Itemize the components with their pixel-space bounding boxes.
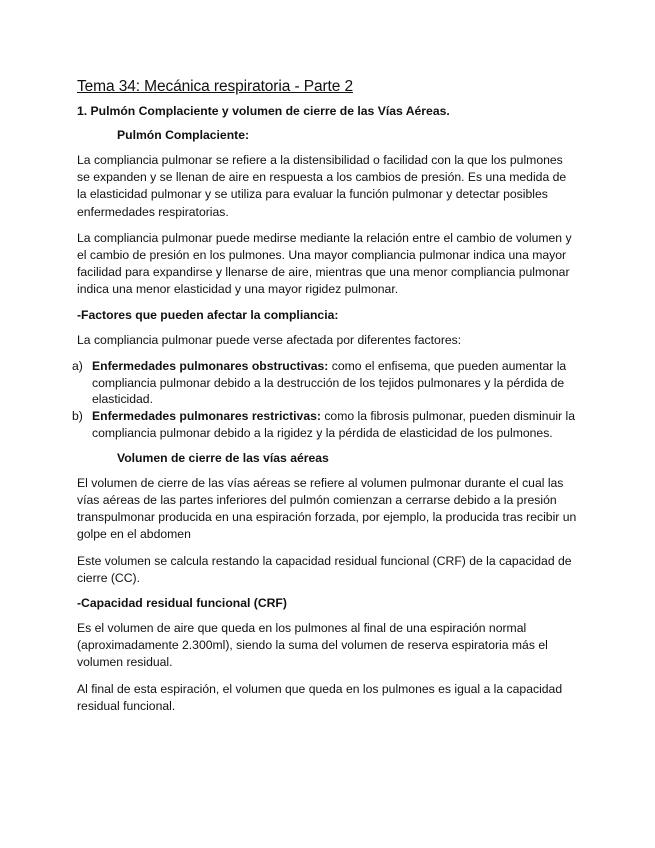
page-title: Tema 34: Mecánica respiratoria - Parte 2 (77, 78, 353, 95)
paragraph-compliancia-definition: La compliancia pulmonar se refiere a la distensibilidad o facilidad con la que los pulmones se expanden y se llenan de aire en respuesta a los cambios de presión. Es una medida de la elasticidad pulmonar y se utiliza para evaluar la función pulmonar y detectar posibles enfermedades respiratorias. (77, 153, 567, 219)
subheading-pulmon-complaciente: Pulmón Complaciente: (117, 128, 250, 142)
list-marker: b) (72, 409, 83, 424)
factors-list (72, 358, 577, 442)
list-marker: a) (72, 358, 83, 373)
list-item (72, 408, 577, 442)
factors-intro: La compliancia pulmonar puede verse afectada por diferentes factores: (77, 332, 462, 347)
paragraph-compliancia-medicion: La compliancia pulmonar puede medirse mediante la relación entre el cambio de volumen y el cambio de presión en los pulmones. Una mayor compliancia pulmonar indica una mayor facilidad para expandirse y llenarse de aire, mientras que una menor compliancia pulmonar indica una menor elasticidad y una mayor rigidez pulmonar. (77, 230, 572, 297)
subheading-volumen-cierre: Volumen de cierre de las vías aéreas (117, 450, 329, 465)
paragraph-crf-definition: Es el volumen de aire que queda en los pulmones al final de una espiración normal (aproximadamente 2.300ml), siendo la suma del volumen de reserva espiratoria más el volumen residual. (77, 621, 548, 670)
document-content (72, 78, 577, 724)
list-item-text: como la fibrosis pulmonar, pueden disminuir la compliancia pulmonar debido a la rigidez y la pérdida de elasticidad de los pulmones. (92, 409, 575, 441)
factors-heading: -Factores que pueden afectar la compliancia: (77, 307, 339, 322)
paragraph-volumen-cierre-definition: El volumen de cierre de las vías aéreas se refiere al volumen pulmonar durante el cual las vías aéreas de las partes inferiores del pulmón comienzan a cerrarse debido a la presión transpulmonar producida en una espiración forzada, por ejemplo, la producida tras recibir un golpe en el abdomen (77, 475, 577, 542)
paragraph-volumen-cierre-calculo: Este volumen se calcula restando la capacidad residual funcional (CRF) de la capacidad de cierre (CC). (77, 553, 572, 585)
list-item-term: Enfermedades pulmonares restrictivas: (92, 409, 321, 424)
list-item-term: Enfermedades pulmonares obstructivas: (92, 358, 329, 373)
list-item (72, 358, 577, 408)
list-item-text: como el enfisema, que pueden aumentar la compliancia pulmonar debido a la destrucción de los tejidos pulmonares y la pérdida de elasticidad. (92, 358, 567, 407)
section-heading-1: 1. Pulmón Complaciente y volumen de cierre de las Vías Aéreas. (77, 104, 450, 118)
crf-heading: -Capacidad residual funcional (CRF) (77, 596, 287, 611)
paragraph-crf-final: Al final de esta espiración, el volumen que queda en los pulmones es igual a la capacidad residual funcional. (77, 681, 563, 713)
